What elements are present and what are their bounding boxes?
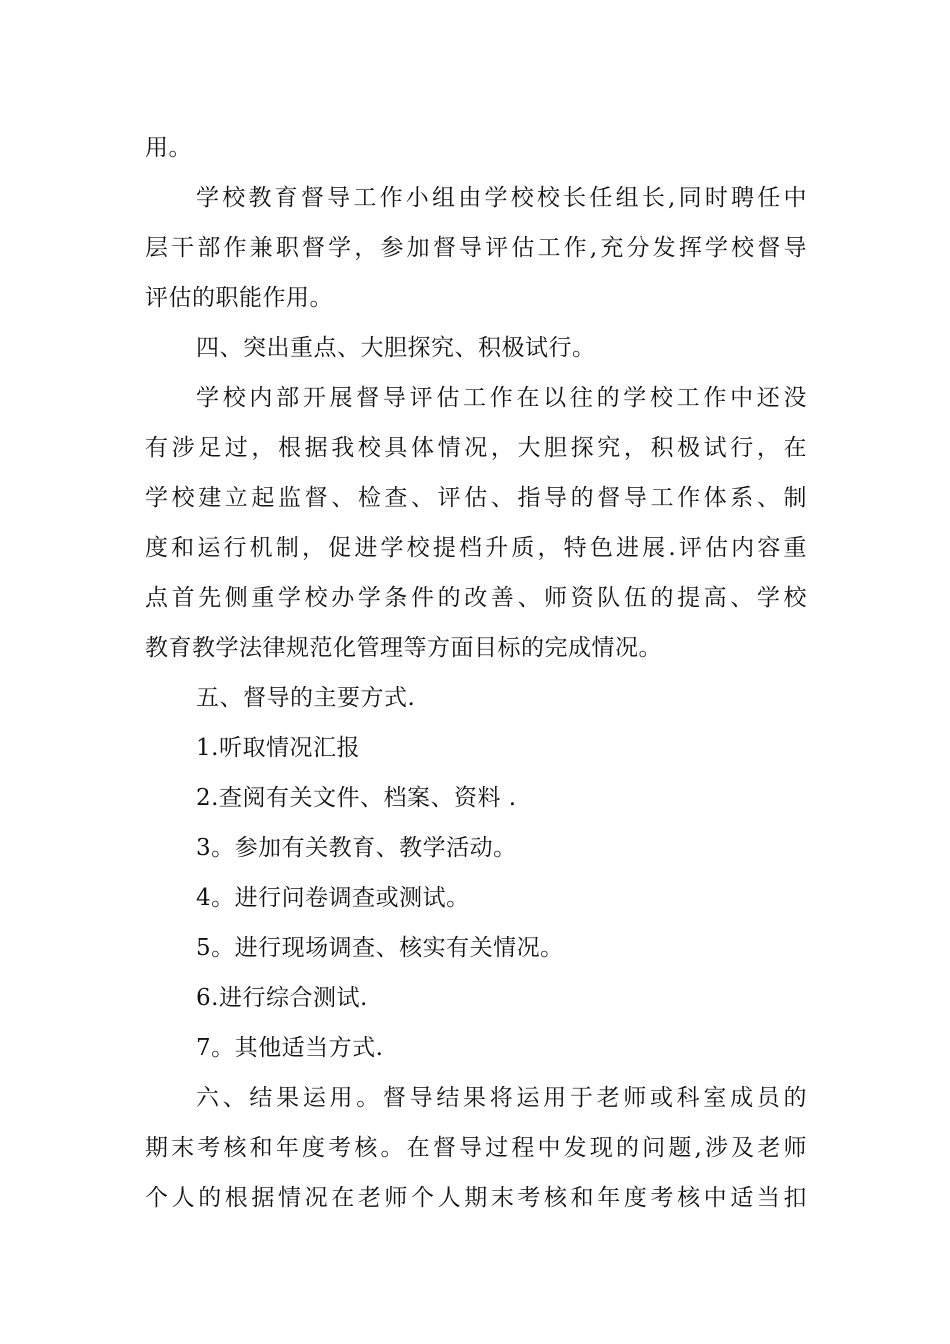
paragraph-line: 学校内部开展督导评估工作在以往的学校工作中还没 (196, 385, 807, 411)
text-line: 个人的根据情况在老师个人期末考核和年度考核中适当扣 (145, 1185, 807, 1211)
list-item: 2.查阅有关文件、档案、资料 . (196, 785, 517, 811)
section-heading: 五、督导的主要方式. (196, 685, 416, 711)
paragraph-line: 六、结果运用。督导结果将运用于老师或科室成员的 (196, 1085, 807, 1111)
text-line: 教育教学法律规范化管理等方面目标的完成情况。 (145, 635, 662, 661)
text-line: 层干部作兼职督学，参加督导评估工作,充分发挥学校督导 (145, 235, 807, 261)
list-item: 6.进行综合测试. (196, 985, 368, 1011)
document-body (145, 123, 807, 1223)
list-item: 4。进行问卷调查或测试。 (196, 885, 470, 911)
text-line: 用。 (145, 135, 192, 161)
text-line: 学校建立起监督、检查、评估、指导的督导工作体系、制 (145, 485, 807, 511)
list-item: 7。其他适当方式. (196, 1035, 384, 1061)
section-heading: 四、突出重点、大胆探究、积极试行。 (196, 335, 596, 361)
list-item: 3。参加有关教育、教学活动。 (196, 835, 517, 861)
list-item: 1.听取情况汇报 (196, 735, 360, 761)
text-line: 点首先侧重学校办学条件的改善、师资队伍的提高、学校 (145, 585, 807, 611)
text-line: 有涉足过，根据我校具体情况，大胆探究，积极试行，在 (145, 435, 807, 461)
text-line: 度和运行机制，促进学校提档升质，特色进展.评估内容重 (145, 535, 807, 561)
text-line: 期末考核和年度考核。在督导过程中发现的问题,涉及老师 (145, 1135, 807, 1161)
paragraph-line: 学校教育督导工作小组由学校校长任组长,同时聘任中 (196, 185, 807, 211)
list-item: 5。进行现场调查、核实有关情况。 (196, 935, 564, 961)
text-line: 评估的职能作用。 (145, 285, 333, 311)
